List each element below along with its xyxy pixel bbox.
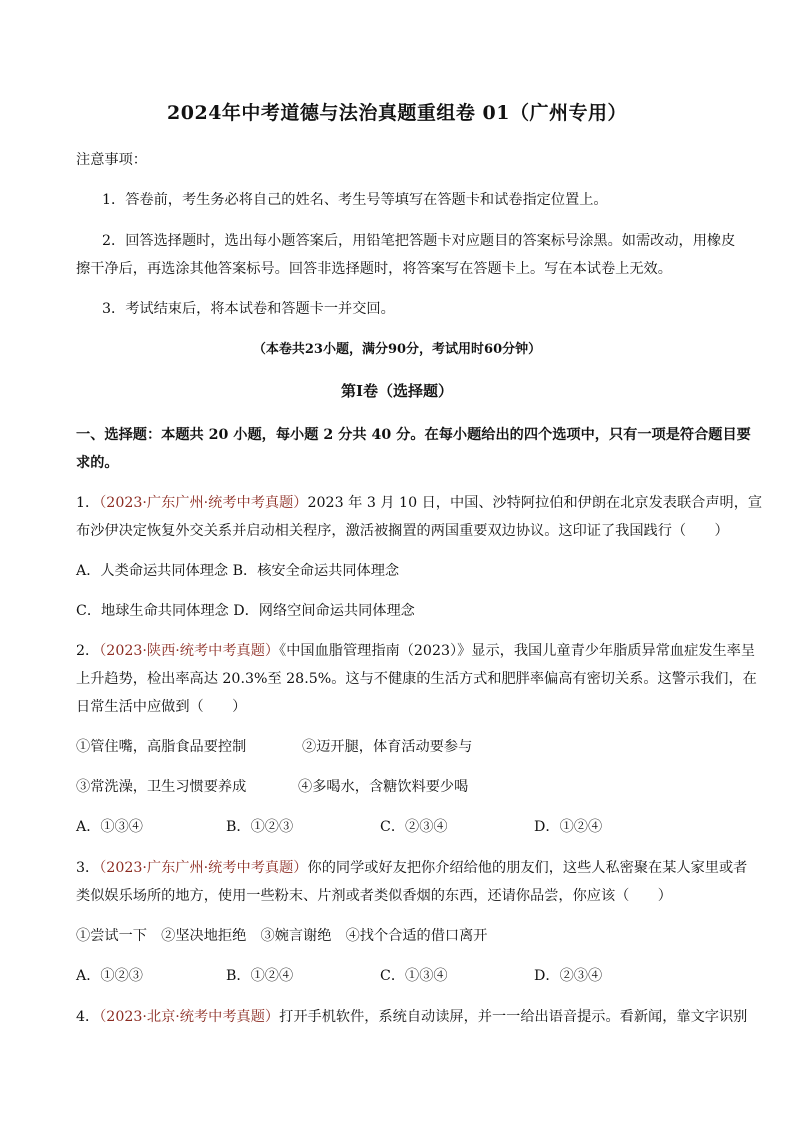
question-3-choice-c: C．①③④: [380, 968, 448, 984]
notice-heading: 注意事项：: [76, 152, 147, 168]
section-heading: 一、选择题：本题共 20 小题，每小题 2 分共 40 分。在每小题给出的四个选项中，只有一项是符合题目要: [76, 427, 751, 443]
question-source: （2023·广东广州·统考中考真题）: [99, 860, 308, 876]
question-3-choice-d: D．②③④: [534, 968, 603, 984]
notice-item-2: 2．回答选择题时，选出每小题答案后，用铅笔把答题卡对应题目的答案标号涂黑。如需改动，用橡皮: [102, 233, 736, 249]
question-text: 打开手机软件，系统自动读屏，并一一给出语音提示。看新闻，靠文字识别: [279, 1009, 748, 1025]
question-3-line-1: [76, 858, 747, 878]
question-text: 2023 年 3 月 10 日，中国、沙特阿拉伯和伊朗在北京发表联合声明，宣: [307, 495, 763, 511]
notice-item-2-cont: 擦干净后，再选涂其他答案标号。回答非选择题时，将答案写在答题卡上。写在本试卷上无效。: [76, 261, 672, 277]
question-source: （2023·北京·统考中考真题）: [99, 1009, 280, 1025]
question-2-line-2: 上升趋势，检出率高达 20.3%至 28.5%。这与不健康的生活方式和肥胖率偏高有密切关系。这警示我们，在: [76, 671, 757, 687]
question-1-line-1: [76, 493, 762, 513]
question-2-statement-1: ①管住嘴，高脂食品要控制: [76, 739, 247, 755]
question-2-statement-3: ③常洗澡，卫生习惯要养成: [76, 779, 247, 795]
section-heading-cont: 求的。: [76, 455, 119, 471]
notice-item-1: 1．答卷前，考生务必将自己的姓名、考生号等填写在答题卡和试卷指定位置上。: [102, 192, 608, 208]
question-number: 2．: [76, 643, 100, 659]
question-2-choice-b: B．①②③: [226, 819, 294, 835]
question-4-line-1: [76, 1007, 747, 1027]
question-2-statement-2: ②迈开腿，体育活动要参与: [302, 739, 473, 755]
question-2-choice-c: C．②③④: [380, 819, 448, 835]
question-2-statement-4: ④多喝水，含糖饮料要少喝: [298, 779, 469, 795]
question-number: 1．: [76, 495, 100, 511]
page-title: 2024年中考道德与法治真题重组卷 01（广州专用）: [167, 102, 627, 124]
question-2-line-1: [76, 641, 755, 661]
question-text: 你的同学或好友把你介绍给他的朋友们，这些人私密聚在某人家里或者: [307, 860, 748, 876]
question-source: （2023·广东广州·统考中考真题）: [99, 495, 308, 511]
question-1-options-ab: A．人类命运共同体理念 B．核安全命运共同体理念: [76, 563, 400, 579]
exam-info: （本卷共23小题，满分90分，考试用时60分钟）: [252, 342, 542, 357]
question-2-choice-d: D．①②④: [534, 819, 603, 835]
question-source: （2023·陕西·统考中考真题）: [99, 643, 280, 659]
part-title: 第Ⅰ卷（选择题）: [340, 382, 454, 400]
question-2-line-3: 日常生活中应做到（ ）: [76, 699, 247, 715]
question-3-statements: ①尝试一下 ②坚决地拒绝 ③婉言谢绝 ④找个合适的借口离开: [76, 928, 488, 944]
question-3-choice-a: A．①②③: [76, 968, 143, 984]
question-number: 3．: [76, 860, 100, 876]
question-number: 4．: [76, 1009, 100, 1025]
question-3-line-2: 类似娱乐场所的地方，使用一些粉末、片剂或者类似香烟的东西，还请你品尝，你应该（ ）: [76, 888, 672, 904]
question-text: 《中国血脂管理指南（2023）》显示，我国儿童青少年脂质异常血症发生率呈: [279, 643, 756, 659]
notice-item-3: 3．考试结束后，将本试卷和答题卡一并交回。: [102, 301, 395, 317]
question-1-options-cd: C．地球生命共同体理念 D．网络空间命运共同体理念: [76, 603, 415, 619]
question-1-line-2: 布沙伊决定恢复外交关系并启动相关程序，激活被搁置的两国重要双边协议。这印证了我国践行（ ）: [76, 523, 729, 539]
question-2-choice-a: A．①③④: [76, 819, 143, 835]
question-3-choice-b: B．①②④: [226, 968, 294, 984]
